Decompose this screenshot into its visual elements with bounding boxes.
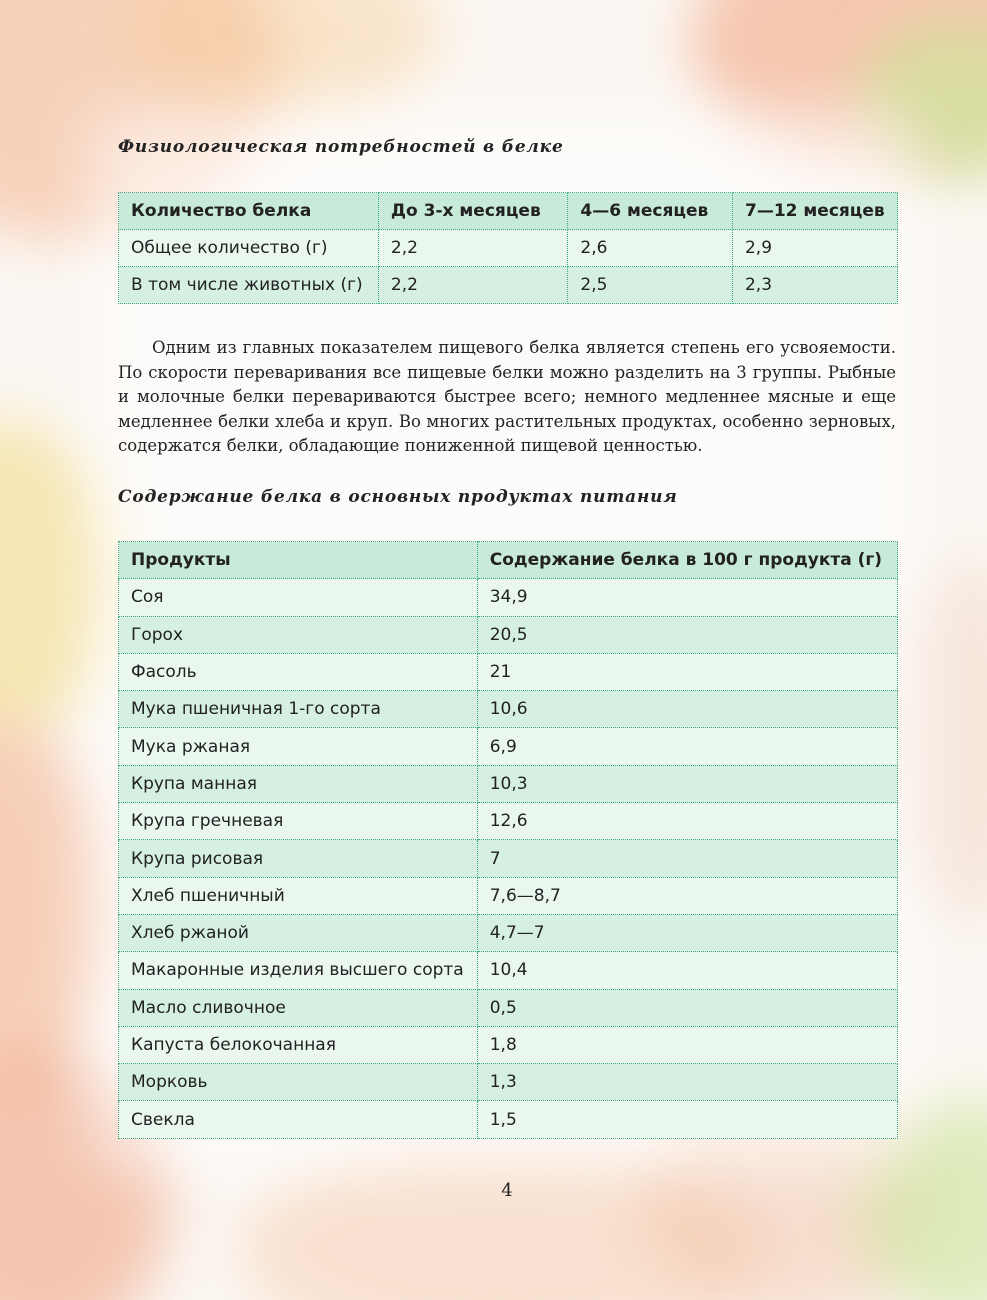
table-row <box>119 616 898 653</box>
product-cell: Крупа гречневая <box>119 803 478 840</box>
table-row <box>119 914 898 951</box>
protein-value-cell: 1,5 <box>477 1101 897 1138</box>
table-row <box>119 1026 898 1063</box>
table-cell: В том числе животных (г) <box>119 267 379 304</box>
table-cell: 2,5 <box>568 267 733 304</box>
table-row <box>119 803 898 840</box>
table-row <box>119 728 898 765</box>
protein-value-cell: 21 <box>477 653 897 690</box>
table-row <box>119 691 898 728</box>
protein-needs-title: Физиологическая потребностей в белке <box>118 137 564 157</box>
protein-content-title: Содержание белка в основных продуктах питания <box>118 487 678 507</box>
table-header-row <box>119 193 898 230</box>
protein-value-cell: 12,6 <box>477 803 897 840</box>
table-row <box>119 579 898 616</box>
column-header: Количество белка <box>119 193 379 230</box>
product-cell: Крупа рисовая <box>119 840 478 877</box>
body-paragraph: Одним из главных показателем пищевого белка является степень его усвояемости. По скорости переваривания все пищевые белки можно разделить на 3 группы. Рыбные и молочные белки перевариваются быстрее всего; немного медленнее мясные и еще медленнее белки хлеба и круп. Во многих растительных продуктах, особенно зерновых, содержатся белки, обладающие пониженной пищевой ценностью. <box>118 338 896 455</box>
table-cell: 2,2 <box>378 267 568 304</box>
protein-value-cell: 20,5 <box>477 616 897 653</box>
table-cell: 2,2 <box>378 230 568 267</box>
column-header: Содержание белка в 100 г продукта (г) <box>477 542 897 579</box>
protein-value-cell: 7 <box>477 840 897 877</box>
protein-needs-table <box>118 192 898 304</box>
table-cell: Общее количество (г) <box>119 230 379 267</box>
product-cell: Морковь <box>119 1064 478 1101</box>
page-number: 4 <box>501 1180 513 1201</box>
table-row <box>119 267 898 304</box>
column-header: Продукты <box>119 542 478 579</box>
table-cell: 2,9 <box>732 230 897 267</box>
protein-value-cell: 10,4 <box>477 952 897 989</box>
product-cell: Капуста белокочанная <box>119 1026 478 1063</box>
product-cell: Мука ржаная <box>119 728 478 765</box>
product-cell: Соя <box>119 579 478 616</box>
product-cell: Хлеб пшеничный <box>119 877 478 914</box>
table-row <box>119 653 898 690</box>
table-row <box>119 1064 898 1101</box>
product-cell: Хлеб ржаной <box>119 914 478 951</box>
column-header: 7—12 месяцев <box>732 193 897 230</box>
protein-value-cell: 1,8 <box>477 1026 897 1063</box>
protein-content-table <box>118 541 898 1139</box>
table-header-row <box>119 542 898 579</box>
product-cell: Мука пшеничная 1-го сорта <box>119 691 478 728</box>
table-row <box>119 1101 898 1138</box>
table-cell: 2,3 <box>732 267 897 304</box>
product-cell: Макаронные изделия высшего сорта <box>119 952 478 989</box>
protein-value-cell: 6,9 <box>477 728 897 765</box>
product-cell: Масло сливочное <box>119 989 478 1026</box>
product-cell: Фасоль <box>119 653 478 690</box>
protein-value-cell: 0,5 <box>477 989 897 1026</box>
product-cell: Горох <box>119 616 478 653</box>
table-row <box>119 989 898 1026</box>
table-row <box>119 877 898 914</box>
table-row <box>119 840 898 877</box>
table-row <box>119 952 898 989</box>
protein-value-cell: 7,6—8,7 <box>477 877 897 914</box>
table-row <box>119 230 898 267</box>
column-header: До 3-х месяцев <box>378 193 568 230</box>
protein-value-cell: 10,3 <box>477 765 897 802</box>
protein-value-cell: 4,7—7 <box>477 914 897 951</box>
product-cell: Свекла <box>119 1101 478 1138</box>
protein-value-cell: 34,9 <box>477 579 897 616</box>
protein-value-cell: 1,3 <box>477 1064 897 1101</box>
column-header: 4—6 месяцев <box>568 193 733 230</box>
protein-value-cell: 10,6 <box>477 691 897 728</box>
product-cell: Крупа манная <box>119 765 478 802</box>
table-row <box>119 765 898 802</box>
table-cell: 2,6 <box>568 230 733 267</box>
